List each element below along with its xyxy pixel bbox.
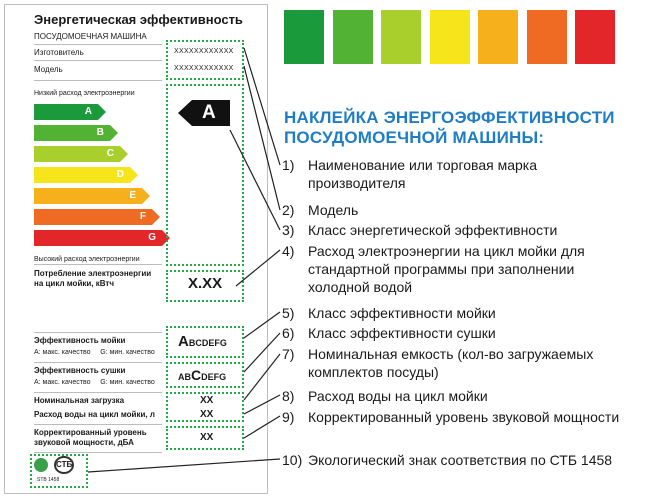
rated-load-label: Номинальная загрузка [34, 396, 125, 405]
dry-scale-text: A: макс. качество G: мин. качество [34, 379, 155, 386]
dry-efficiency-label: Эффективность сушки [34, 366, 126, 375]
explanation-item-text: Экологический знак соответствия по СТБ 1458 [308, 452, 613, 468]
caption-line-2: ПОСУДОМОЕЧНОЙ МАШИНЫ: [284, 128, 545, 147]
explanation-item-text: Расход электроэнергии на цикл мойки для стандартной программы при заполнении холодной водой [308, 243, 585, 295]
energy-class-letter: C [106, 148, 114, 159]
explanation-item-number: 3) [282, 222, 295, 238]
energy-class-letter: B [96, 127, 104, 138]
energy-class-letter: A [84, 106, 92, 117]
connector-line [244, 354, 280, 400]
wash-efficiency-label: Эффективность мойки [34, 336, 126, 345]
explanation-item-number: 2) [282, 202, 295, 218]
explanation-item-number: 1) [282, 157, 295, 173]
explanation-item-text: Модель [308, 202, 359, 218]
explanation-item-number: 6) [282, 325, 295, 341]
explanation-item-text: Наименование или торговая марка производителя [308, 157, 538, 191]
water-consumption-value: XX [200, 409, 214, 420]
current-class-letter: A [202, 102, 216, 123]
connector-line [244, 312, 280, 338]
rated-load-value: XX [200, 395, 214, 406]
explanation-item-number: 9) [282, 409, 295, 425]
noise-level-label: Корректированный уровень звуковой мощности, дБА [34, 428, 147, 447]
label-subtitle: ПОСУДОМОЕЧНАЯ МАШИНА [34, 32, 147, 41]
wash-class-letter: A [178, 333, 189, 350]
caption-line-1: НАКЛЕЙКА ЭНЕРГОЭФФЕКТИВНОСТИ [284, 108, 615, 127]
energy-consumption-value: X.XX [188, 275, 223, 292]
water-consumption-label: Расход воды на цикл мойки, л [34, 410, 155, 419]
connector-line [236, 250, 280, 286]
manufacturer-label: Изготовитель [34, 48, 84, 57]
wash-scale-text: A: макс. качество G: мин. качество [34, 349, 155, 356]
explanation-item-text: Класс энергетической эффективности [308, 222, 558, 238]
low-consumption-text: Низкий расход электроэнергии [34, 90, 135, 97]
connector-line [244, 66, 280, 210]
model-label: Модель [34, 65, 63, 74]
connector-line [88, 459, 280, 472]
explanation-item-text: Расход воды на цикл мойки [308, 388, 488, 404]
dry-class-letter: C [191, 367, 202, 383]
explanation-item-text: Класс эффективности сушки [308, 325, 496, 341]
explanation-item-number: 5) [282, 305, 295, 321]
wash-class-rest: BCDEFG [188, 338, 227, 348]
energy-class-letter: D [116, 169, 124, 180]
explanation-item-number: 7) [282, 346, 295, 362]
manufacturer-value: XXXXXXXXXXXX [174, 48, 234, 55]
dry-class-rest: DEFG [201, 372, 227, 382]
explanation-item-number: 4) [282, 243, 295, 259]
connector-line [244, 48, 280, 165]
label-title: Энергетическая эффективность [34, 12, 243, 27]
model-value: XXXXXXXXXXXX [174, 65, 234, 72]
explanation-item-number: 10) [282, 452, 303, 468]
explanation-item-text: Класс эффективности мойки [308, 305, 496, 321]
explanation-item-number: 8) [282, 388, 295, 404]
energy-class-letter: G [148, 232, 156, 243]
eco-standard-text: STB 1458 [37, 477, 60, 483]
connector-line [244, 416, 280, 438]
energy-consumption-label: Потребление электроэнергии на цикл мойки, кВтч [34, 269, 152, 288]
energy-class-letter: E [129, 190, 136, 201]
connector-line [244, 333, 280, 372]
dry-class-pre: AB [178, 372, 191, 382]
energy-class-letter: F [139, 211, 146, 222]
explanation-item-text: Номинальная емкость (кол-во загружаемых комплектов посуды) [308, 346, 594, 380]
certification-icon: СТБ [54, 456, 74, 474]
connector-line [244, 395, 280, 414]
high-consumption-text: Высокий расход электроэнергии [34, 256, 140, 263]
noise-level-value: XX [200, 432, 214, 443]
explanation-item-text: Корректированный уровень звуковой мощности [308, 409, 620, 425]
